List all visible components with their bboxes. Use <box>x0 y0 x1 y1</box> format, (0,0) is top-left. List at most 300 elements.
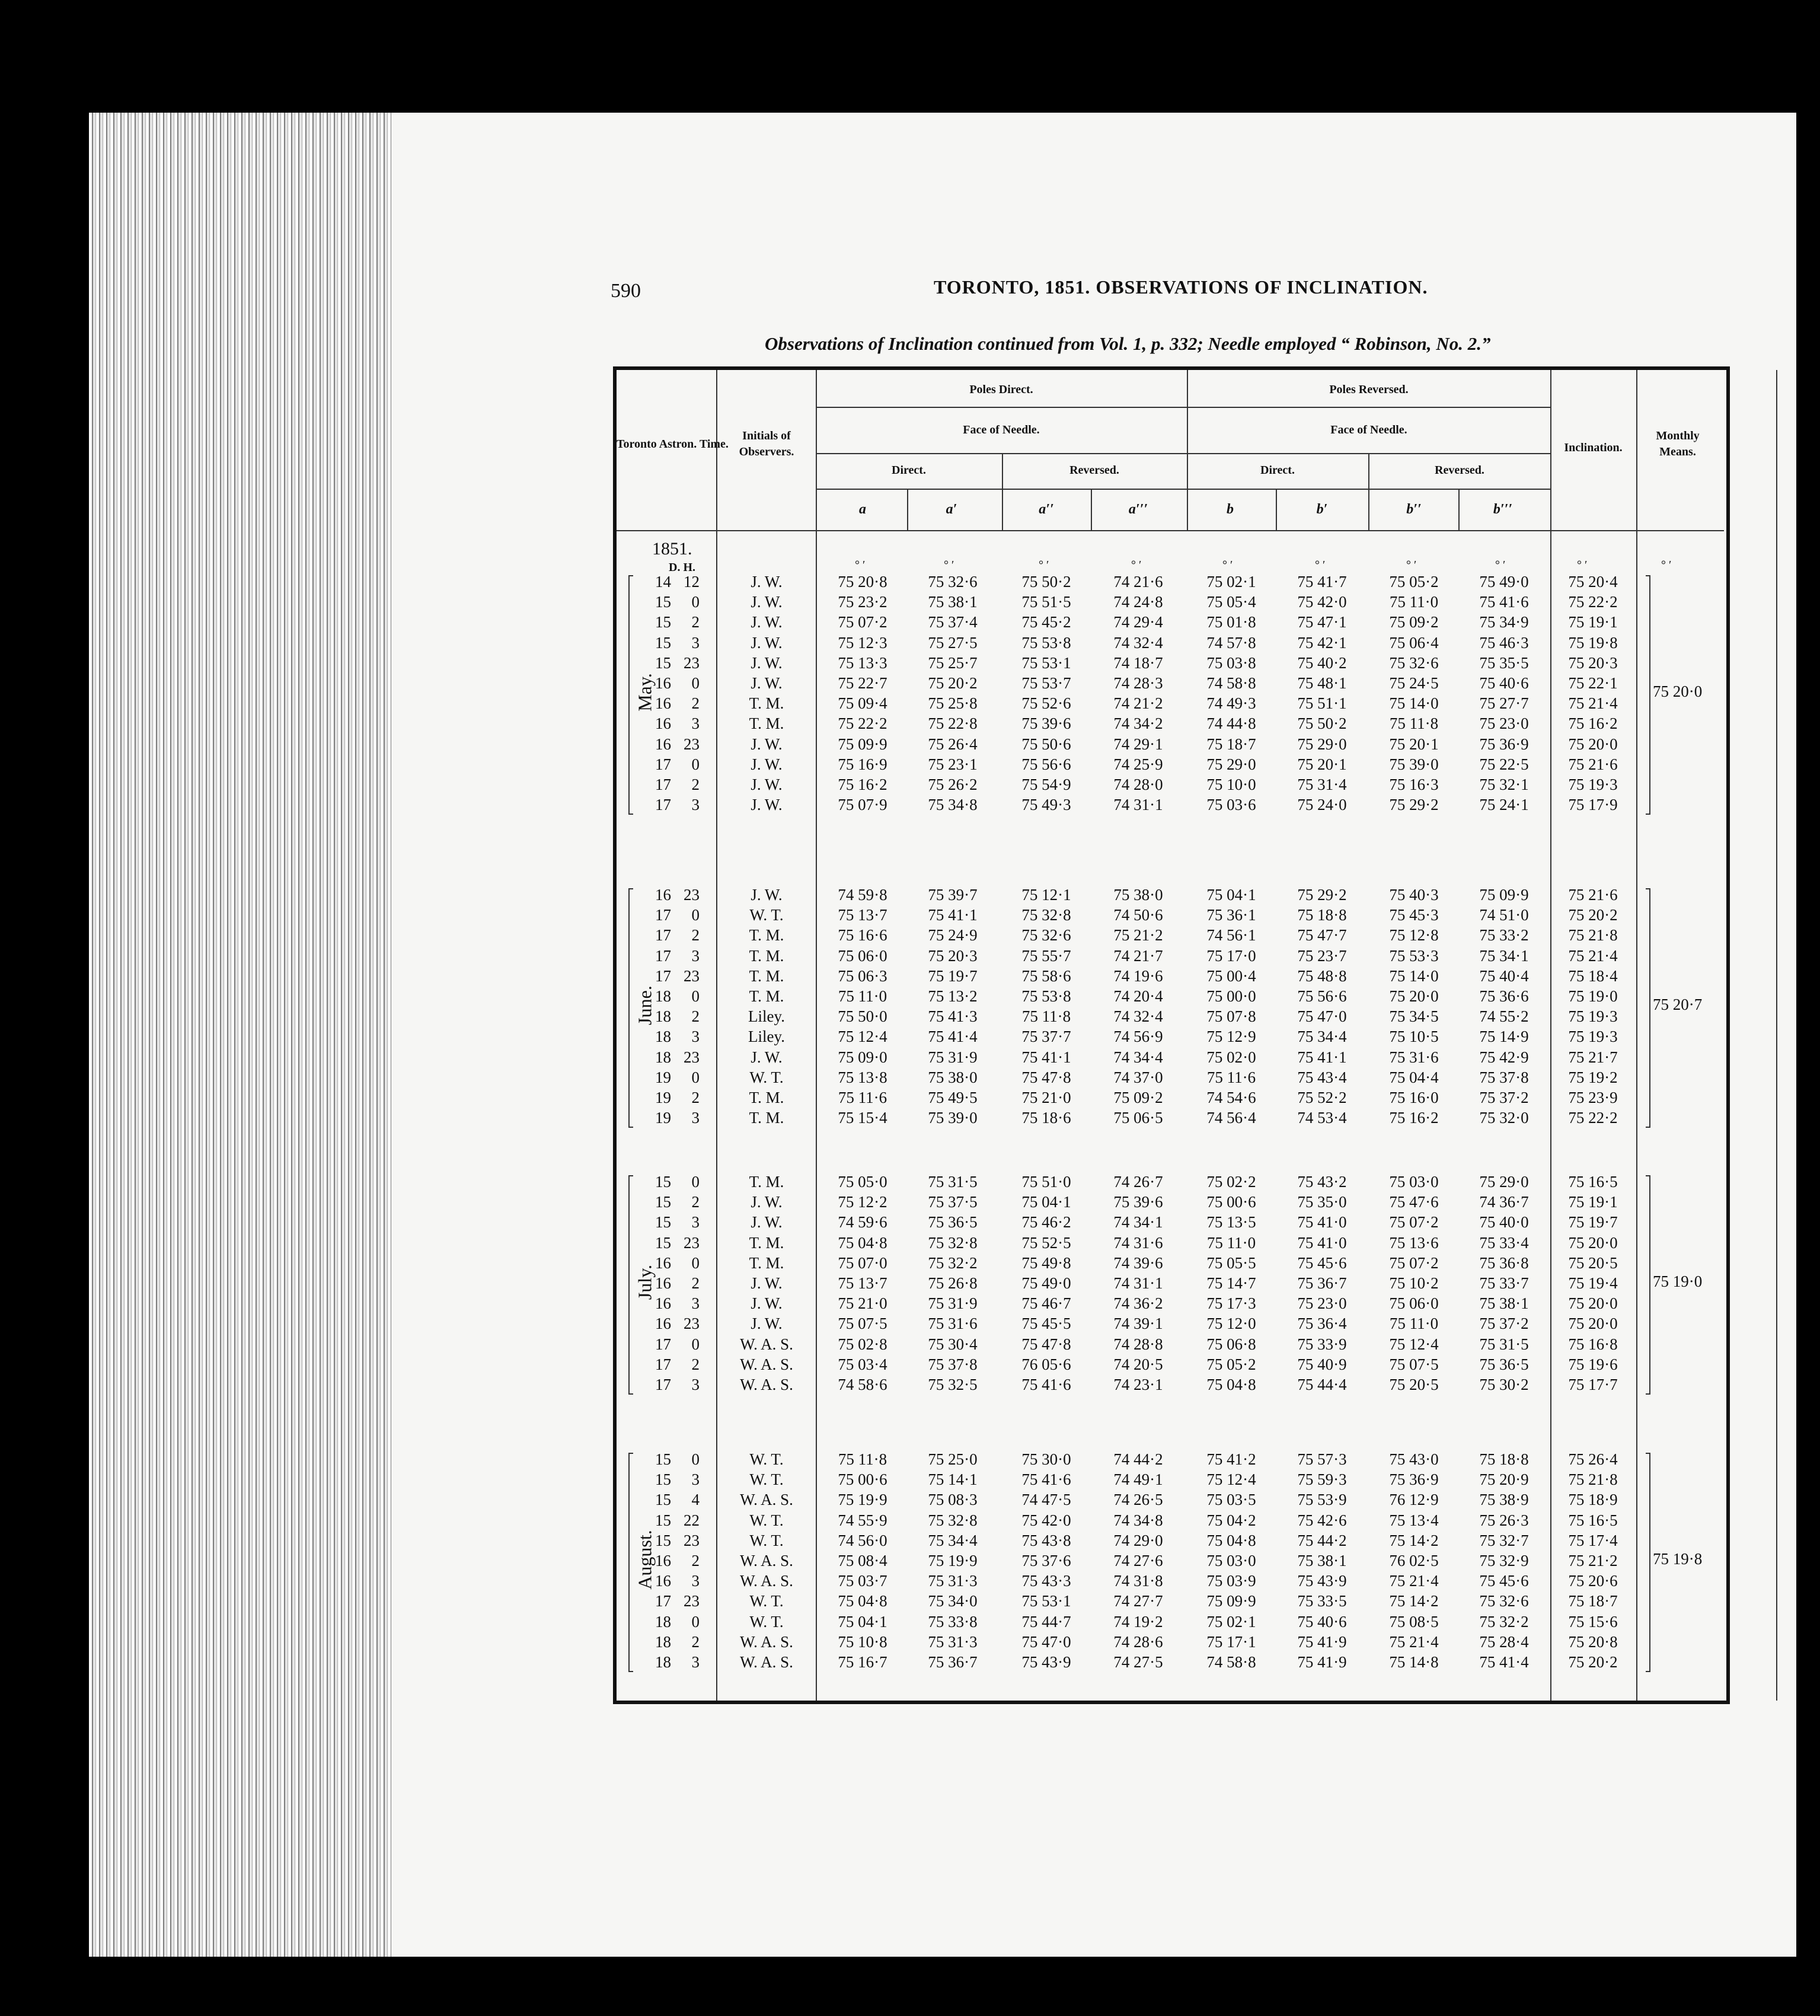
cell-a: 75 11·8 <box>838 1450 887 1468</box>
cell-b2: 75 40·3 <box>1389 886 1439 904</box>
cell-b1: 75 41·0 <box>1297 1233 1347 1252</box>
cell-b3: 75 30·2 <box>1479 1376 1529 1393</box>
cell-a3: 74 21·2 <box>1113 694 1163 713</box>
cell-a2: 75 56·6 <box>1021 755 1071 773</box>
cell-d: 16 <box>655 1253 671 1272</box>
cell-h: 2 <box>691 1355 700 1373</box>
cell-a2: 75 39·6 <box>1021 714 1071 733</box>
cell-h: 3 <box>691 796 700 814</box>
cell-obs: W. A. S. <box>740 1491 793 1509</box>
rule <box>816 407 1551 408</box>
cell-d: 17 <box>655 776 671 793</box>
month-brace <box>628 888 633 1128</box>
cell-a: 75 19·9 <box>838 1491 887 1509</box>
cell-b3: 74 51·0 <box>1479 906 1529 924</box>
cell-d: 17 <box>655 1335 671 1353</box>
cell-a1: 75 31·9 <box>928 1048 978 1066</box>
cell-a1: 75 26·2 <box>928 776 978 793</box>
cell-obs: W. T. <box>749 906 784 924</box>
cell-a3: 74 20·5 <box>1113 1355 1163 1373</box>
cell-a3: 74 21·6 <box>1113 573 1163 591</box>
cell-b: 75 17·0 <box>1206 946 1256 965</box>
cell-a: 75 20·8 <box>838 573 887 591</box>
cell-b: 75 00·6 <box>1206 1193 1256 1211</box>
cell-a3: 75 21·2 <box>1113 926 1163 945</box>
cell-inc: 75 19·1 <box>1568 613 1618 631</box>
unit-a1: ° ′ <box>944 559 954 572</box>
col-b1: b′ <box>1316 502 1328 517</box>
cell-obs: J. W. <box>751 1315 783 1333</box>
cell-a1: 75 23·1 <box>928 755 978 773</box>
cell-b3: 75 40·0 <box>1479 1213 1529 1232</box>
cell-inc: 75 20·0 <box>1568 735 1618 753</box>
cell-h: 0 <box>691 1450 700 1468</box>
cell-b: 75 29·0 <box>1206 755 1256 773</box>
cell-b: 75 41·2 <box>1206 1450 1256 1468</box>
cell-b: 75 04·1 <box>1206 886 1256 904</box>
cell-b: 75 12·9 <box>1206 1028 1256 1046</box>
cell-b: 75 02·2 <box>1206 1173 1256 1191</box>
cell-b2: 75 31·6 <box>1389 1048 1439 1066</box>
cell-a: 75 03·4 <box>838 1355 887 1373</box>
cell-obs: J. W. <box>751 1213 783 1232</box>
cell-a: 75 13·3 <box>838 653 887 672</box>
cell-a1: 75 22·8 <box>928 714 978 733</box>
cell-b3: 75 37·2 <box>1479 1315 1529 1333</box>
cell-b: 75 10·0 <box>1206 776 1256 793</box>
cell-h: 4 <box>691 1491 700 1509</box>
cell-b1: 75 23·0 <box>1297 1294 1347 1313</box>
cell-b2: 75 14·0 <box>1389 694 1439 713</box>
cell-b: 75 06·8 <box>1206 1335 1256 1353</box>
cell-b1: 75 59·3 <box>1297 1470 1347 1489</box>
unit-b3: ° ′ <box>1495 559 1506 572</box>
monthly-mean: 75 20·7 <box>1653 996 1703 1014</box>
cell-d: 19 <box>655 1089 671 1106</box>
cell-b1: 75 29·2 <box>1297 886 1347 904</box>
cell-b1: 75 48·1 <box>1297 674 1347 692</box>
cell-a: 75 09·0 <box>838 1048 887 1066</box>
cell-b3: 75 36·8 <box>1479 1253 1529 1272</box>
cell-b: 75 17·3 <box>1206 1294 1256 1313</box>
cell-a2: 74 47·5 <box>1021 1491 1071 1509</box>
cell-b1: 75 41·0 <box>1297 1213 1347 1232</box>
cell-d: 18 <box>655 1007 671 1026</box>
cell-a1: 75 31·3 <box>928 1632 978 1651</box>
rule <box>1276 489 1277 530</box>
cell-a3: 74 28·3 <box>1113 674 1163 692</box>
cell-b: 75 03·0 <box>1206 1552 1256 1570</box>
cell-b: 74 57·8 <box>1206 633 1256 652</box>
cell-b1: 75 20·1 <box>1297 755 1347 773</box>
cell-b: 75 01·8 <box>1206 613 1256 631</box>
cell-b3: 75 31·5 <box>1479 1335 1529 1353</box>
col-b3: b′′′ <box>1493 502 1513 517</box>
cell-b2: 75 21·4 <box>1389 1572 1439 1590</box>
cell-a2: 75 53·7 <box>1021 674 1071 692</box>
cell-d: 19 <box>655 1109 671 1127</box>
cell-obs: J. W. <box>751 593 783 611</box>
cell-h: 2 <box>691 694 700 713</box>
cell-obs: J. W. <box>751 613 783 631</box>
cell-b: 75 17·1 <box>1206 1632 1256 1651</box>
cell-obs: T. M. <box>749 1253 784 1272</box>
cell-obs: W. A. S. <box>740 1632 793 1651</box>
col-a1: a′ <box>946 502 957 517</box>
cell-a3: 74 29·0 <box>1113 1531 1163 1549</box>
cell-b2: 75 20·1 <box>1389 735 1439 753</box>
cell-d: 15 <box>655 1233 671 1252</box>
cell-a: 75 22·2 <box>838 714 887 733</box>
cell-d: 18 <box>655 1612 671 1631</box>
cell-a3: 74 19·2 <box>1113 1612 1163 1631</box>
header-observers: Initials of Observers. <box>739 429 794 458</box>
cell-a3: 74 29·1 <box>1113 735 1163 753</box>
cell-b2: 75 06·4 <box>1389 633 1439 652</box>
cell-inc: 75 18·7 <box>1568 1592 1618 1610</box>
cell-b2: 75 12·4 <box>1389 1335 1439 1353</box>
cell-h: 0 <box>691 987 700 1005</box>
cell-a2: 75 52·6 <box>1021 694 1071 713</box>
cell-h: 3 <box>691 633 700 652</box>
cell-obs: J. W. <box>751 573 783 591</box>
cell-b: 75 00·0 <box>1206 987 1256 1005</box>
cell-a1: 75 37·5 <box>928 1193 978 1211</box>
cell-d: 15 <box>655 1213 671 1232</box>
cell-d: 15 <box>655 1470 671 1489</box>
cell-a1: 75 08·3 <box>928 1491 978 1509</box>
cell-obs: W. T. <box>749 1068 784 1086</box>
cell-a: 75 02·8 <box>838 1335 887 1353</box>
cell-a3: 74 34·4 <box>1113 1048 1163 1066</box>
cell-h: 23 <box>684 653 700 672</box>
cell-b3: 75 42·9 <box>1479 1048 1529 1066</box>
cell-h: 23 <box>684 1048 700 1066</box>
cell-obs: T. M. <box>749 694 784 713</box>
cell-obs: T. M. <box>749 966 784 985</box>
cell-h: 3 <box>691 1028 700 1046</box>
cell-b: 75 00·4 <box>1206 966 1256 985</box>
cell-inc: 75 20·6 <box>1568 1572 1618 1590</box>
unit-b: ° ′ <box>1222 559 1233 572</box>
cell-b1: 75 41·9 <box>1297 1632 1347 1651</box>
cell-a2: 75 47·0 <box>1021 1632 1071 1651</box>
cell-a2: 75 44·7 <box>1021 1612 1071 1631</box>
cell-a: 75 16·7 <box>838 1653 887 1671</box>
cell-h: 23 <box>684 966 700 985</box>
cell-b3: 75 33·2 <box>1479 926 1529 945</box>
cell-b3: 75 36·5 <box>1479 1355 1529 1373</box>
cell-b1: 75 36·4 <box>1297 1315 1347 1333</box>
cell-b: 75 05·5 <box>1206 1253 1256 1272</box>
cell-h: 3 <box>691 1470 700 1489</box>
cell-inc: 75 21·4 <box>1568 694 1618 713</box>
cell-a3: 74 20·4 <box>1113 987 1163 1005</box>
cell-a2: 75 32·6 <box>1021 926 1071 945</box>
cell-a3: 74 27·6 <box>1113 1552 1163 1570</box>
cell-a2: 75 30·0 <box>1021 1450 1071 1468</box>
cell-a: 75 12·4 <box>838 1028 887 1046</box>
cell-inc: 75 20·2 <box>1568 906 1618 924</box>
cell-a2: 75 53·8 <box>1021 633 1071 652</box>
cell-b3: 75 33·7 <box>1479 1274 1529 1292</box>
cell-a2: 75 55·7 <box>1021 946 1071 965</box>
header-time: Toronto Astron. Time. <box>617 438 729 451</box>
cell-a3: 74 37·0 <box>1113 1068 1163 1086</box>
cell-b2: 75 12·8 <box>1389 926 1439 945</box>
cell-d: 15 <box>655 593 671 611</box>
header-poles-direct: Poles Direct. <box>969 383 1033 396</box>
cell-b2: 76 12·9 <box>1389 1491 1439 1509</box>
cell-a1: 75 19·9 <box>928 1552 978 1570</box>
cell-h: 0 <box>691 1173 700 1191</box>
cell-a1: 75 32·5 <box>928 1376 978 1393</box>
cell-b3: 75 32·2 <box>1479 1612 1529 1631</box>
cell-h: 3 <box>691 1294 700 1313</box>
cell-a2: 76 05·6 <box>1021 1355 1071 1373</box>
cell-d: 14 <box>655 573 671 591</box>
cell-obs: T. M. <box>749 987 784 1005</box>
cell-a3: 74 32·4 <box>1113 633 1163 652</box>
cell-a3: 74 28·8 <box>1113 1335 1163 1353</box>
cell-b2: 75 04·4 <box>1389 1068 1439 1086</box>
cell-a: 75 07·5 <box>838 1315 887 1333</box>
cell-b: 75 02·1 <box>1206 1612 1256 1631</box>
cell-a: 75 04·8 <box>838 1592 887 1610</box>
rule <box>617 530 1724 531</box>
cell-a2: 75 45·2 <box>1021 613 1071 631</box>
cell-b: 75 02·1 <box>1206 573 1256 591</box>
cell-d: 16 <box>655 1294 671 1313</box>
cell-b: 75 03·8 <box>1206 653 1256 672</box>
cell-b2: 75 14·2 <box>1389 1531 1439 1549</box>
cell-obs: W. T. <box>749 1470 784 1489</box>
cell-a1: 75 41·1 <box>928 906 978 924</box>
cell-a1: 75 34·8 <box>928 796 978 814</box>
cell-b: 75 05·2 <box>1206 1355 1256 1373</box>
cell-a1: 75 13·2 <box>928 987 978 1005</box>
cell-b: 74 58·8 <box>1206 674 1256 692</box>
cell-a3: 74 18·7 <box>1113 653 1163 672</box>
cell-b: 75 07·8 <box>1206 1007 1256 1026</box>
cell-b2: 75 32·6 <box>1389 653 1439 672</box>
cell-d: 15 <box>655 1491 671 1509</box>
cell-a2: 75 49·8 <box>1021 1253 1071 1272</box>
cell-a1: 75 33·8 <box>928 1612 978 1631</box>
col-a2: a′′ <box>1039 502 1054 517</box>
cell-d: 18 <box>655 1048 671 1066</box>
cell-h: 0 <box>691 1068 700 1086</box>
cell-b3: 75 38·9 <box>1479 1491 1529 1509</box>
cell-b2: 75 14·8 <box>1389 1653 1439 1671</box>
cell-h: 23 <box>684 1531 700 1549</box>
cell-obs: T. M. <box>749 1173 784 1191</box>
cell-a: 75 06·0 <box>838 946 887 965</box>
rule <box>816 489 1551 490</box>
unit-a3: ° ′ <box>1131 559 1142 572</box>
cell-h: 3 <box>691 1213 700 1232</box>
cell-inc: 75 20·8 <box>1568 1632 1618 1651</box>
cell-h: 2 <box>691 1552 700 1570</box>
cell-b: 75 09·9 <box>1206 1592 1256 1610</box>
cell-a3: 74 34·1 <box>1113 1213 1163 1232</box>
cell-a2: 75 58·6 <box>1021 966 1071 985</box>
cell-inc: 75 20·0 <box>1568 1294 1618 1313</box>
cell-b3: 75 18·8 <box>1479 1450 1529 1468</box>
cell-a3: 74 26·7 <box>1113 1173 1163 1191</box>
cell-b3: 75 38·1 <box>1479 1294 1529 1313</box>
cell-a2: 75 43·3 <box>1021 1572 1071 1590</box>
cell-b2: 75 06·0 <box>1389 1294 1439 1313</box>
cell-b3: 75 37·2 <box>1479 1089 1529 1106</box>
year-label: 1851. <box>652 539 692 559</box>
cell-a: 75 06·3 <box>838 966 887 985</box>
rule <box>1091 489 1092 530</box>
cell-a: 74 55·9 <box>838 1511 887 1529</box>
cell-d: 16 <box>655 1274 671 1292</box>
cell-b1: 75 50·2 <box>1297 714 1347 733</box>
cell-b3: 75 20·9 <box>1479 1470 1529 1489</box>
cell-a3: 75 38·0 <box>1113 886 1163 904</box>
cell-d: 17 <box>655 926 671 945</box>
cell-obs: J. W. <box>751 653 783 672</box>
unit-inclination: ° ′ <box>1577 559 1588 572</box>
cell-a1: 75 20·3 <box>928 946 978 965</box>
cell-d: 18 <box>655 1028 671 1046</box>
cell-b2: 75 14·0 <box>1389 966 1439 985</box>
cell-a1: 75 25·0 <box>928 1450 978 1468</box>
cell-a2: 75 46·2 <box>1021 1213 1071 1232</box>
cell-b2: 75 16·0 <box>1389 1089 1439 1106</box>
cell-obs: W. T. <box>749 1531 784 1549</box>
cell-d: 17 <box>655 1592 671 1610</box>
cell-obs: W. A. S. <box>740 1355 793 1373</box>
cell-h: 22 <box>684 1511 700 1529</box>
cell-a2: 75 47·8 <box>1021 1335 1071 1353</box>
cell-b3: 75 27·7 <box>1479 694 1529 713</box>
cell-a2: 75 37·6 <box>1021 1552 1071 1570</box>
cell-b3: 75 22·5 <box>1479 755 1529 773</box>
cell-a3: 74 49·1 <box>1113 1470 1163 1489</box>
cell-d: 16 <box>655 1315 671 1333</box>
cell-a: 75 07·9 <box>838 796 887 814</box>
cell-a2: 75 49·0 <box>1021 1274 1071 1292</box>
cell-b1: 75 42·0 <box>1297 593 1347 611</box>
cell-a: 75 15·4 <box>838 1109 887 1127</box>
cell-b2: 75 07·5 <box>1389 1355 1439 1373</box>
header-reversed-1: Reversed. <box>1069 464 1119 477</box>
cell-d: 17 <box>655 796 671 814</box>
cell-a2: 75 51·0 <box>1021 1173 1071 1191</box>
cell-b2: 75 43·0 <box>1389 1450 1439 1468</box>
monthly-mean: 75 19·0 <box>1653 1272 1703 1291</box>
cell-a1: 75 36·7 <box>928 1653 978 1671</box>
cell-b1: 75 56·6 <box>1297 987 1347 1005</box>
cell-a1: 75 25·7 <box>928 653 978 672</box>
cell-b2: 75 07·2 <box>1389 1253 1439 1272</box>
cell-a2: 75 04·1 <box>1021 1193 1071 1211</box>
cell-a2: 75 41·1 <box>1021 1048 1071 1066</box>
cell-inc: 75 23·9 <box>1568 1089 1618 1106</box>
cell-h: 2 <box>691 926 700 945</box>
cell-d: 18 <box>655 1632 671 1651</box>
cell-b1: 75 51·1 <box>1297 694 1347 713</box>
cell-inc: 75 21·7 <box>1568 1048 1618 1066</box>
cell-b2: 75 07·2 <box>1389 1213 1439 1232</box>
cell-d: 17 <box>655 906 671 924</box>
cell-obs: J. W. <box>751 735 783 753</box>
cell-b2: 75 13·4 <box>1389 1511 1439 1529</box>
cell-a2: 75 41·6 <box>1021 1376 1071 1393</box>
cell-inc: 75 19·4 <box>1568 1274 1618 1292</box>
unit-a: ° ′ <box>855 559 866 572</box>
cell-a3: 74 56·9 <box>1113 1028 1163 1046</box>
cell-b1: 75 35·0 <box>1297 1193 1347 1211</box>
cell-b2: 75 13·6 <box>1389 1233 1439 1252</box>
cell-b1: 75 48·8 <box>1297 966 1347 985</box>
cell-obs: J. W. <box>751 674 783 692</box>
cell-a2: 75 50·2 <box>1021 573 1071 591</box>
cell-b3: 75 32·7 <box>1479 1531 1529 1549</box>
cell-h: 2 <box>691 613 700 631</box>
cell-b1: 75 40·2 <box>1297 653 1347 672</box>
cell-a2: 75 50·6 <box>1021 735 1071 753</box>
cell-a: 75 00·6 <box>838 1470 887 1489</box>
cell-h: 0 <box>691 1335 700 1353</box>
cell-d: 18 <box>655 1653 671 1671</box>
cell-obs: T. M. <box>749 1233 784 1252</box>
cell-obs: J. W. <box>751 1294 783 1313</box>
cell-h: 2 <box>691 1632 700 1651</box>
cell-h: 23 <box>684 1233 700 1252</box>
cell-b1: 75 43·2 <box>1297 1173 1347 1191</box>
cell-obs: J. W. <box>751 1048 783 1066</box>
cell-b1: 75 34·4 <box>1297 1028 1347 1046</box>
cell-a2: 75 53·8 <box>1021 987 1071 1005</box>
cell-b1: 75 43·4 <box>1297 1068 1347 1086</box>
cell-b1: 75 38·1 <box>1297 1552 1347 1570</box>
cell-b1: 75 44·2 <box>1297 1531 1347 1549</box>
col-a: a <box>859 502 866 517</box>
cell-a1: 75 32·8 <box>928 1233 978 1252</box>
cell-b: 75 04·8 <box>1206 1376 1256 1393</box>
cell-h: 3 <box>691 1572 700 1590</box>
cell-b1: 75 47·0 <box>1297 1007 1347 1026</box>
cell-a: 75 05·0 <box>838 1173 887 1191</box>
cell-inc: 75 19·0 <box>1568 987 1618 1005</box>
cell-d: 15 <box>655 1531 671 1549</box>
cell-a2: 75 45·5 <box>1021 1315 1071 1333</box>
cell-b2: 75 05·2 <box>1389 573 1439 591</box>
cell-b2: 75 10·2 <box>1389 1274 1439 1292</box>
cell-d: 17 <box>655 755 671 773</box>
cell-b1: 75 41·1 <box>1297 1048 1347 1066</box>
cell-h: 3 <box>691 714 700 733</box>
cell-b: 75 05·4 <box>1206 593 1256 611</box>
cell-obs: W. T. <box>749 1592 784 1610</box>
cell-d: 15 <box>655 1193 671 1211</box>
cell-obs: Liley. <box>748 1007 785 1026</box>
rule <box>1458 489 1460 530</box>
unit-b2: ° ′ <box>1406 559 1417 572</box>
cell-obs: W. A. S. <box>740 1653 793 1671</box>
cell-a1: 75 39·0 <box>928 1109 978 1127</box>
cell-b1: 75 31·4 <box>1297 776 1347 793</box>
cell-a: 74 56·0 <box>838 1531 887 1549</box>
cell-inc: 75 22·2 <box>1568 1109 1618 1127</box>
cell-b3: 75 37·8 <box>1479 1068 1529 1086</box>
cell-a2: 75 47·8 <box>1021 1068 1071 1086</box>
